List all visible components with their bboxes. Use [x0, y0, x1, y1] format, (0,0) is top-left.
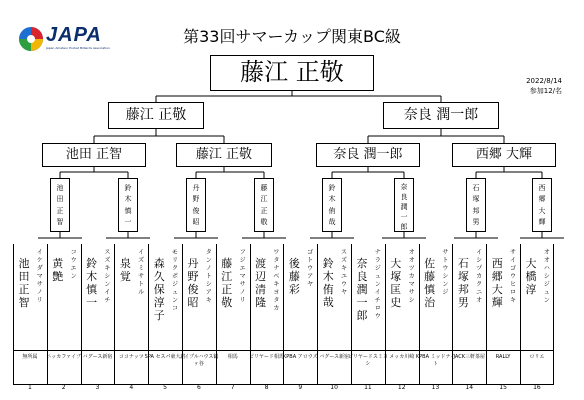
player-number: 2: [61, 384, 66, 391]
player-club: KPBA アロウズ: [282, 354, 318, 360]
player-number: 9: [298, 384, 303, 391]
player-number: 5: [163, 384, 167, 391]
round2-name-box: [186, 178, 206, 232]
player-club: ビリヤードスミヨシ: [347, 354, 388, 367]
round2-name-box: [394, 178, 414, 232]
round2-name-char: 郷: [538, 195, 546, 204]
player-club: メイプルハウス鶴ヶ谷: [179, 354, 219, 367]
round2-name-char: 野: [192, 195, 200, 204]
round2-name-char: 潤: [400, 203, 408, 211]
semi-winner-right: 奈良 潤一郎: [383, 102, 499, 129]
player-number: 15: [499, 384, 507, 391]
logo-text: JAPA: [46, 24, 102, 46]
round2-name-char: 郎: [400, 223, 408, 231]
player-name: 鈴木侑哉: [322, 257, 334, 309]
player-club: ココナッツ: [118, 354, 144, 360]
player-kana: タンノトシアキ: [205, 249, 212, 304]
player-name: 黄艶: [52, 257, 64, 283]
quarter-winner-3: 奈良 潤一郎: [316, 143, 420, 167]
player-name: 鈴木慎一: [86, 257, 98, 309]
player-kana: ワタナベキヨタカ: [273, 249, 280, 312]
player-club: RALLY: [495, 354, 511, 360]
round2-name-char: 藤: [260, 183, 268, 192]
player-club: バグース新宿: [319, 354, 349, 360]
quarter-winner-1: 池田 正智: [42, 143, 146, 167]
round2-name-box: [118, 178, 138, 232]
player-number: 8: [264, 384, 269, 391]
player-number: 1: [27, 384, 32, 391]
round2-name-char: 慎: [124, 206, 132, 215]
round2-name-char: 侑: [328, 206, 336, 215]
player-club: メッカ川崎: [389, 354, 415, 360]
player-name: 大塚匡史: [390, 257, 402, 309]
semi-winner-left: 藤江 正敬: [108, 102, 204, 129]
player-name: 大橋淳: [525, 257, 537, 296]
tournament-title: 第33回サマーカップ関東BC級: [183, 27, 401, 46]
quarter-winner-2: 藤江 正敬: [176, 143, 272, 167]
quarter-winner-4: 西郷 大輝: [452, 143, 556, 167]
player-kana: オオツカマサシ: [408, 249, 415, 304]
player-club: KPBA ミッドナイト: [415, 354, 456, 367]
player-club: ニッカファイブ: [46, 354, 81, 360]
player-club: ビリヤード相馬: [249, 354, 284, 360]
club-divider: [13, 350, 554, 351]
round2-name-char: 塚: [472, 195, 480, 204]
round2-name-char: 邦: [472, 206, 480, 215]
round2-name-box: [50, 178, 70, 232]
player-club: SPA セスパ東大宮: [144, 354, 186, 360]
round2-name-char: 田: [56, 195, 64, 204]
round2-name-char: 江: [260, 195, 268, 204]
number-divider: [13, 384, 554, 385]
player-kana: ナラジュンイチロウ: [374, 249, 381, 320]
player-number: 12: [397, 384, 406, 391]
player-number: 3: [95, 384, 100, 391]
player-kana: サイゴウヒロキ: [509, 249, 516, 304]
player-name: 藤江正敬: [221, 257, 233, 309]
round2-name-char: 男: [472, 218, 480, 227]
player-number: 14: [465, 384, 474, 391]
round2-name-char: 一: [400, 213, 408, 221]
player-kana: フジエマサノリ: [239, 249, 246, 304]
player-name: 丹野俊昭: [187, 257, 199, 309]
player-club: 相馬: [227, 354, 238, 360]
player-kana: スズキシンイチ: [104, 249, 111, 304]
player-kana: オオハシジュン: [543, 249, 550, 304]
player-name: 後藤彩: [288, 257, 300, 296]
player-kana: イシヅカクニオ: [476, 249, 483, 304]
round2-name-char: 俊: [192, 206, 200, 215]
player-name: 西郷大輝: [491, 257, 503, 309]
player-kana: イズミサトル: [138, 249, 145, 296]
round2-name-char: 池: [56, 183, 64, 192]
player-number: 6: [196, 384, 201, 391]
player-number: 11: [364, 384, 372, 391]
player-name: 池田正智: [18, 257, 30, 309]
player-club: ロリエ: [529, 354, 545, 360]
round2-name-char: 木: [124, 195, 132, 204]
player-club: JACK三軒茶屋: [453, 354, 486, 360]
round2-name-char: 哉: [328, 218, 336, 227]
player-kana: サトウシンジ: [442, 249, 449, 296]
player-kana: モリクボジュンコ: [171, 249, 178, 312]
round2-name-char: 良: [400, 193, 408, 201]
player-club: バグース新宿: [82, 354, 113, 360]
player-kana: スズキユウヤ: [340, 249, 347, 296]
round2-name-box: [322, 178, 342, 232]
round2-name-char: 智: [56, 218, 64, 227]
player-name: 森久保淳子: [153, 257, 165, 322]
round2-name-char: 輝: [538, 218, 546, 227]
player-club: 無所属: [22, 354, 38, 360]
round2-name-char: 丹: [192, 183, 200, 192]
player-kana: イケダマサノリ: [36, 249, 43, 304]
logo-subtext: Japan Amateur Pocket Billiards Association: [46, 46, 110, 50]
round2-name-char: 奈: [400, 183, 408, 191]
round2-name-box: [254, 178, 274, 232]
round2-name-char: 西: [538, 183, 546, 192]
player-number: 13: [431, 384, 440, 391]
player-name: 渡辺清隆: [255, 257, 267, 309]
champion-name: 藤江 正敬: [210, 55, 374, 91]
event-date: 2022/8/14: [526, 77, 562, 85]
round2-name-char: 石: [472, 183, 480, 192]
player-kana: コウエン: [70, 249, 77, 280]
round2-name-char: 正: [260, 206, 268, 215]
player-kana: ゴトウアヤ: [307, 249, 314, 288]
round2-name-box: [532, 178, 552, 232]
round2-name-char: 正: [56, 206, 64, 215]
round2-name-char: 鈴: [124, 183, 132, 192]
participant-count: 参加12/名: [529, 87, 562, 95]
round2-name-char: 昭: [192, 218, 200, 227]
player-name: 泉覚: [119, 257, 131, 283]
player-name: 佐藤慎治: [424, 257, 436, 309]
player-number: 4: [129, 384, 134, 391]
player-number: 10: [330, 384, 338, 391]
round2-name-char: 敬: [260, 218, 268, 227]
round2-name-char: 大: [538, 206, 546, 215]
round2-name-char: 一: [124, 218, 132, 227]
player-name: 奈良潤一郎: [356, 257, 368, 322]
round2-name-char: 鈴: [328, 183, 336, 192]
player-number: 16: [533, 384, 541, 391]
round2-name-box: [466, 178, 486, 232]
player-name: 石塚邦男: [457, 257, 469, 309]
round2-name-char: 木: [328, 195, 336, 204]
player-number: 7: [230, 384, 235, 391]
